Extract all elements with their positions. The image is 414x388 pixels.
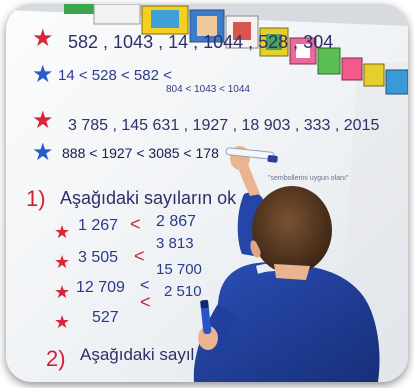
board-row-2a: 14 < 528 < 582 < bbox=[58, 67, 172, 84]
pair-left: 12 709 bbox=[76, 279, 125, 296]
head bbox=[252, 186, 332, 274]
star-icon: ★ bbox=[54, 282, 71, 302]
star-icon: ★ bbox=[32, 61, 54, 88]
pair-right: 2 867 bbox=[156, 213, 197, 230]
pair-right: 15 700 bbox=[156, 261, 202, 278]
pair-right: 3 813 bbox=[156, 235, 194, 252]
classroom-photo bbox=[6, 4, 408, 382]
board-row-2b: 804 < 1043 < 1044 bbox=[166, 84, 250, 95]
star-icon: ★ bbox=[54, 312, 71, 332]
neck bbox=[274, 264, 310, 280]
star-icon: ★ bbox=[54, 222, 71, 242]
star-icon: ★ bbox=[54, 252, 71, 272]
star-icon: ★ bbox=[32, 25, 54, 52]
pair-sign: < bbox=[130, 214, 141, 234]
question-2-text: Aşağıdaki sayıl bbox=[80, 345, 195, 364]
question-1-tail: "sembollerini uygun olanı" bbox=[268, 175, 349, 182]
pair-sign: < bbox=[140, 292, 151, 312]
pair-sign: < bbox=[140, 277, 150, 294]
board-row-1: 582 , 1043 , 14 , 1044 , 528 , 304 bbox=[68, 32, 334, 52]
star-icon: ★ bbox=[32, 139, 54, 166]
pair-left: 1 267 bbox=[78, 217, 119, 234]
photo-frame bbox=[6, 4, 408, 382]
board-row-3: 3 785 , 145 631 , 1927 , 18 903 , 333 , 2015 bbox=[68, 117, 380, 134]
pair-left: 3 505 bbox=[78, 249, 119, 266]
board-row-4: 888 < 1927 < 3085 < 178 bbox=[62, 145, 219, 161]
question-2-number: 2) bbox=[46, 346, 66, 371]
question-1-text: Aşağıdaki sayıların ok bbox=[60, 188, 237, 208]
star-icon: ★ bbox=[32, 107, 54, 134]
pair-left: 527 bbox=[92, 309, 119, 326]
pair-right: 2 510 bbox=[164, 283, 202, 300]
question-1-number: 1) bbox=[26, 186, 46, 211]
pair-sign: < bbox=[134, 246, 145, 266]
